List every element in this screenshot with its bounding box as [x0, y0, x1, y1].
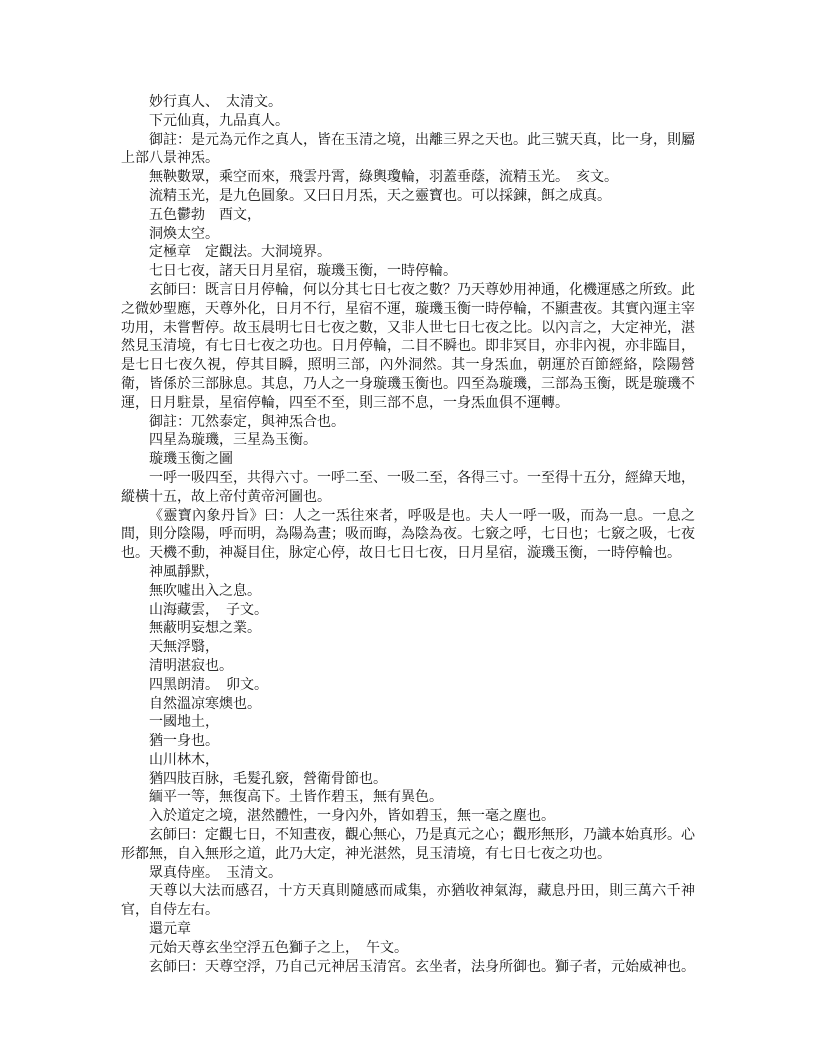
paragraph: 玄師曰：既言日月停輪，何以分其七日七夜之數？乃天尊妙用神通，化機運感之所致。此之微妙聖應，天尊外化，日月不行，星宿不運，璇璣玉衡一時停輪，不顯晝夜。其實內運主宰功用，未嘗暫停。故玉晨明七日七夜之數，又非人世七日七夜之比。以內言之，大定神光，湛然見玉清境，有七日七夜之功也。日月停輪，二目不瞬也。即非冥目，亦非內視，亦非臨目，是七日七夜久視，停其目瞬，照明三部，內外洞然。其一身炁血，朝運於百節經絡，陰陽營衛，皆係於三部脉息。其息，乃人之一身璇璣玉衡也。四至為璇璣，三部為玉衡，既是璇璣不運，日月駐景，星宿停輪，四至不至，則三部不息，一身炁血俱不運轉。	[121, 281, 695, 411]
paragraph: 御註：是元為元作之真人，皆在玉清之境，出離三界之天也。此三號天真，比一身，則屬上部八景神炁。	[121, 131, 695, 167]
paragraph: 五色鬱勃 酉文，	[149, 206, 261, 223]
paragraph: 無鞅數眾，乘空而來，飛雲丹霄，綠輿瓊輪，羽蓋垂蔭，流精玉光。 亥文。	[149, 169, 618, 186]
paragraph: 天無浮翳，	[149, 639, 219, 656]
paragraph: 下元仙真，九品真人。	[149, 112, 289, 129]
paragraph: 天尊以大法而感召，十方天真則隨感而咸集，亦猶收神氣海，藏息丹田，則三萬六千神官，自侍左右。	[121, 883, 695, 919]
paragraph: 洞煥太空。	[149, 225, 219, 242]
paragraph: 玄師曰：天尊空浮，乃自己元神居玉清宮。玄坐者，法身所御也。獅子者，元始威神也。	[149, 958, 695, 975]
paragraph: 御註：兀然泰定，與神炁合也。	[149, 413, 345, 430]
paragraph: 一國地土，	[149, 714, 219, 731]
paragraph: 自然溫凉寒燠也。	[149, 695, 261, 712]
paragraph: 定極章 定觀法。大洞境界。	[149, 244, 331, 261]
paragraph: 猶四肢百脉，毛髮孔竅，營衛骨節也。	[149, 770, 387, 787]
paragraph: 一呼一吸四至，共得六寸。一呼二至、一吸二至，各得三寸。一至得十五分，經緯天地，縱橫十五，故上帝付黄帝河圖也。	[121, 469, 695, 505]
paragraph: 緬平一等，無復高下。土皆作碧玉，無有異色。	[149, 789, 443, 806]
paragraph: 山川林木，	[149, 751, 219, 768]
paragraph: 《靈寶內象丹旨》曰：人之一炁往來者，呼吸是也。夫人一呼一吸，而為一息。一息之間，則分陰陽，呼而明，為陽為晝；吸而晦，為陰為夜。七竅之呼，七日也；七竅之吸，七夜也。天機不動，神凝目住，脉定心停，故日七日七夜，日月星宿，漩璣玉衡，一時停輪也。	[121, 507, 695, 562]
paragraph: 山海藏雲， 子文。	[149, 601, 268, 618]
paragraph: 神風靜默，	[149, 563, 219, 580]
paragraph: 還元章	[149, 921, 191, 938]
paragraph: 璇璣玉衡之圖	[149, 451, 233, 468]
paragraph: 元始天尊玄坐空浮五色獅子之上， 午文。	[149, 939, 408, 956]
paragraph: 妙行真人、 太清文。	[149, 94, 282, 110]
paragraph: 無吹噓出入之息。	[149, 582, 261, 599]
paragraph: 眾真侍座。 玉清文。	[149, 864, 282, 881]
paragraph: 流精玉光，是九色圓象。又曰日月炁，天之靈寶也。可以採鍊，餌之成真。	[149, 187, 611, 204]
paragraph: 清明湛寂也。	[149, 657, 233, 674]
paragraph: 四黑朗清。 卯文。	[149, 676, 268, 693]
document-page	[121, 93, 695, 976]
paragraph: 入於道定之境，湛然體性，一身內外，皆如碧玉，無一毫之塵也。	[149, 808, 555, 825]
paragraph: 猶一身也。	[149, 733, 219, 750]
paragraph: 無蔽明妄想之業。	[149, 620, 261, 637]
paragraph: 玄師曰：定觀七日，不知晝夜，觀心無心，乃是真元之心；觀形無形，乃識本始真形。心形都無，自入無形之道，此乃大定，神光湛然，見玉清境，有七日七夜之功也。	[121, 827, 695, 862]
paragraph: 四星為璇璣，三星為玉衡。	[149, 432, 317, 449]
paragraph: 七日七夜，諸天日月星宿，璇璣玉衡，一時停輪。	[149, 263, 457, 280]
